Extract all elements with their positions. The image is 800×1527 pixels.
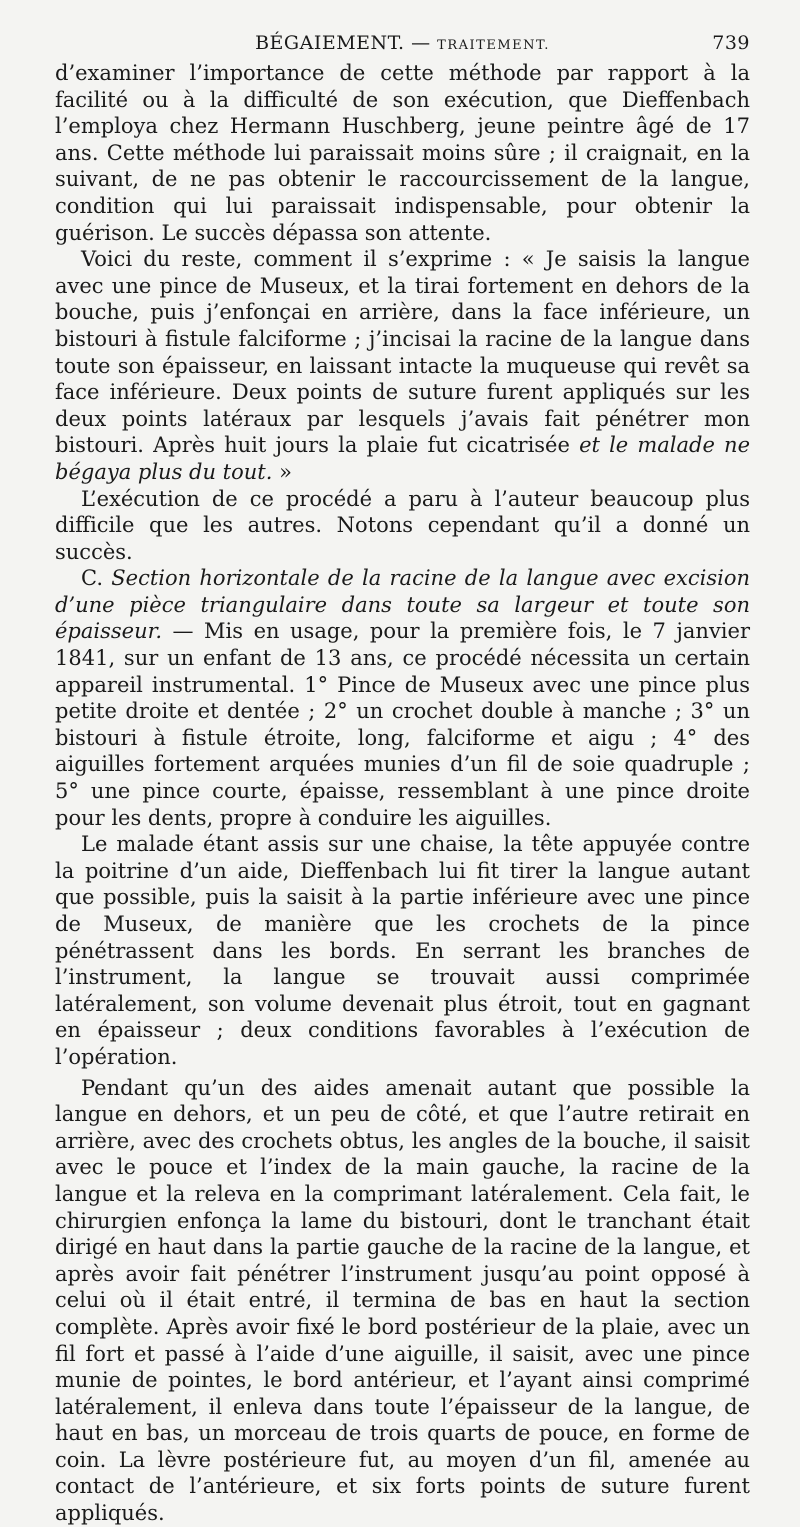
- paragraph-4: [55, 565, 750, 831]
- page-number: 739: [712, 32, 750, 54]
- running-title-separator: —: [411, 32, 431, 54]
- paragraph-text: Voici du reste, comment il s’exprime : « Je saisis la langue avec une pince de Museux, et la tirai fortement en dehors de la bouche, puis j’enfonçai en arrière, dans la face inférieure, un bistouri à fistule falciforme ; j’incisai la racine de la langue dans toute son épaisseur, en laissant intacte la muqueuse qui revêt sa face inférieure. Deux points de suture furent appliqués sur les deux points latéraux par lesquels j’avais fait pénétrer mon bistouri. Après huit jours la plaie fut cicatrisée: [55, 247, 750, 458]
- paragraph-text-after: »: [272, 459, 292, 484]
- paragraph-text: Le malade étant assis sur une chaise, la tête appuyée contre la poitrine d’un aide, Dieffenbach lui fit tirer la langue autant que possible, puis la saisit à la partie inférieure avec une pince de Museux, de manière que les crochets de la pince pénétrassent dans les bords. En serrant les branches de l’instrument, la langue se trouvait aussi comprimée latéralement, son volume devenait plus étroit, tout en gagnant en épaisseur ; deux conditions favorables à l’exécution de l’opération.: [55, 832, 750, 1069]
- paragraph-text: d’examiner l’importance de cette méthode par rapport à la facilité ou à la difficulté de son exécution, que Dieffenbach l’employa chez Hermann Huschberg, jeune peintre âgé de 17 ans. Cette méthode lui paraissait moins sûre ; il craignait, en la suivant, de ne pas obtenir le raccourcissement de la langue, condition qui lui paraissait indispensable, pour obtenir la guérison. Le succès dépassa son attente.: [55, 61, 750, 245]
- paragraph-text: Pendant qu’un des aides amenait autant que possible la langue en dehors, et un peu de côté, et que l’autre retirait en arrière, avec des crochets obtus, les angles de la bouche, il saisit avec le pouce et l’index de la main gauche, la racine de la langue et la releva en la comprimant latéralement. Cela fait, le chirurgien enfonça la lame du bistouri, dont le tranchant était dirigé en haut dans la partie gauche de la racine de la langue, et après avoir fait pénétrer l’instrument jusqu’au point opposé à celui où il était entré, il termina de bas en haut la section complète. Après avoir fixé le bord postérieur de la plaie, avec un fil fort et passé à l’aide d’une aiguille, il saisit, avec une pince munie de pointes, le bord antérieur, et l’ayant ainsi comprimé latéralement, il enleva dans toute l’épaisseur de la langue, de haut en bas, un morceau de trois quarts de pouce, en forme de coin. La lèvre postérieure fut, au moyen d’un fil, amenée au contact de l’antérieure, et six forts points de suture furent appliqués.: [55, 1075, 750, 1526]
- running-head: [55, 30, 750, 60]
- running-title-sub: TRAITEMENT.: [437, 38, 550, 53]
- body-text: [55, 60, 750, 1527]
- paragraph-1: [55, 60, 750, 246]
- paragraph-text: L’exécution de ce procédé a paru à l’auteur beaucoup plus difficile que les autres. Notons cependant qu’il a donné un succès.: [55, 486, 750, 564]
- section-letter: C.: [81, 566, 112, 591]
- running-title-main: BÉGAIEMENT.: [255, 32, 405, 54]
- running-title: [55, 32, 750, 54]
- paragraph-2: [55, 246, 750, 485]
- paragraph-6: [55, 1075, 750, 1527]
- paragraph-3: [55, 486, 750, 566]
- paragraph-italic: et le malade ne bégaya plus du tout.: [55, 433, 750, 484]
- paragraph-5: [55, 831, 750, 1070]
- section-heading: Section horizontale de la racine de la langue avec excision d’une pièce triangulaire dans toute sa largeur et toute son épaisseur.: [55, 566, 751, 644]
- paragraph-text-after: — Mis en usage, pour la première fois, le 7 janvier 1841, sur un enfant de 13 ans, ce procédé nécessita un certain appareil instrumental. 1° Pince de Museux avec une pince plus petite droite et dentée ; 2° un crochet double à manche ; 3° un bistouri à fistule étroite, long, falciforme et aigu ; 4° des aiguilles fortement arquées munies d’un fil de soie quadruple ; 5° une pince courte, épaisse, ressemblant à une pince droite pour les dents, propre à conduire les aiguilles.: [55, 619, 750, 830]
